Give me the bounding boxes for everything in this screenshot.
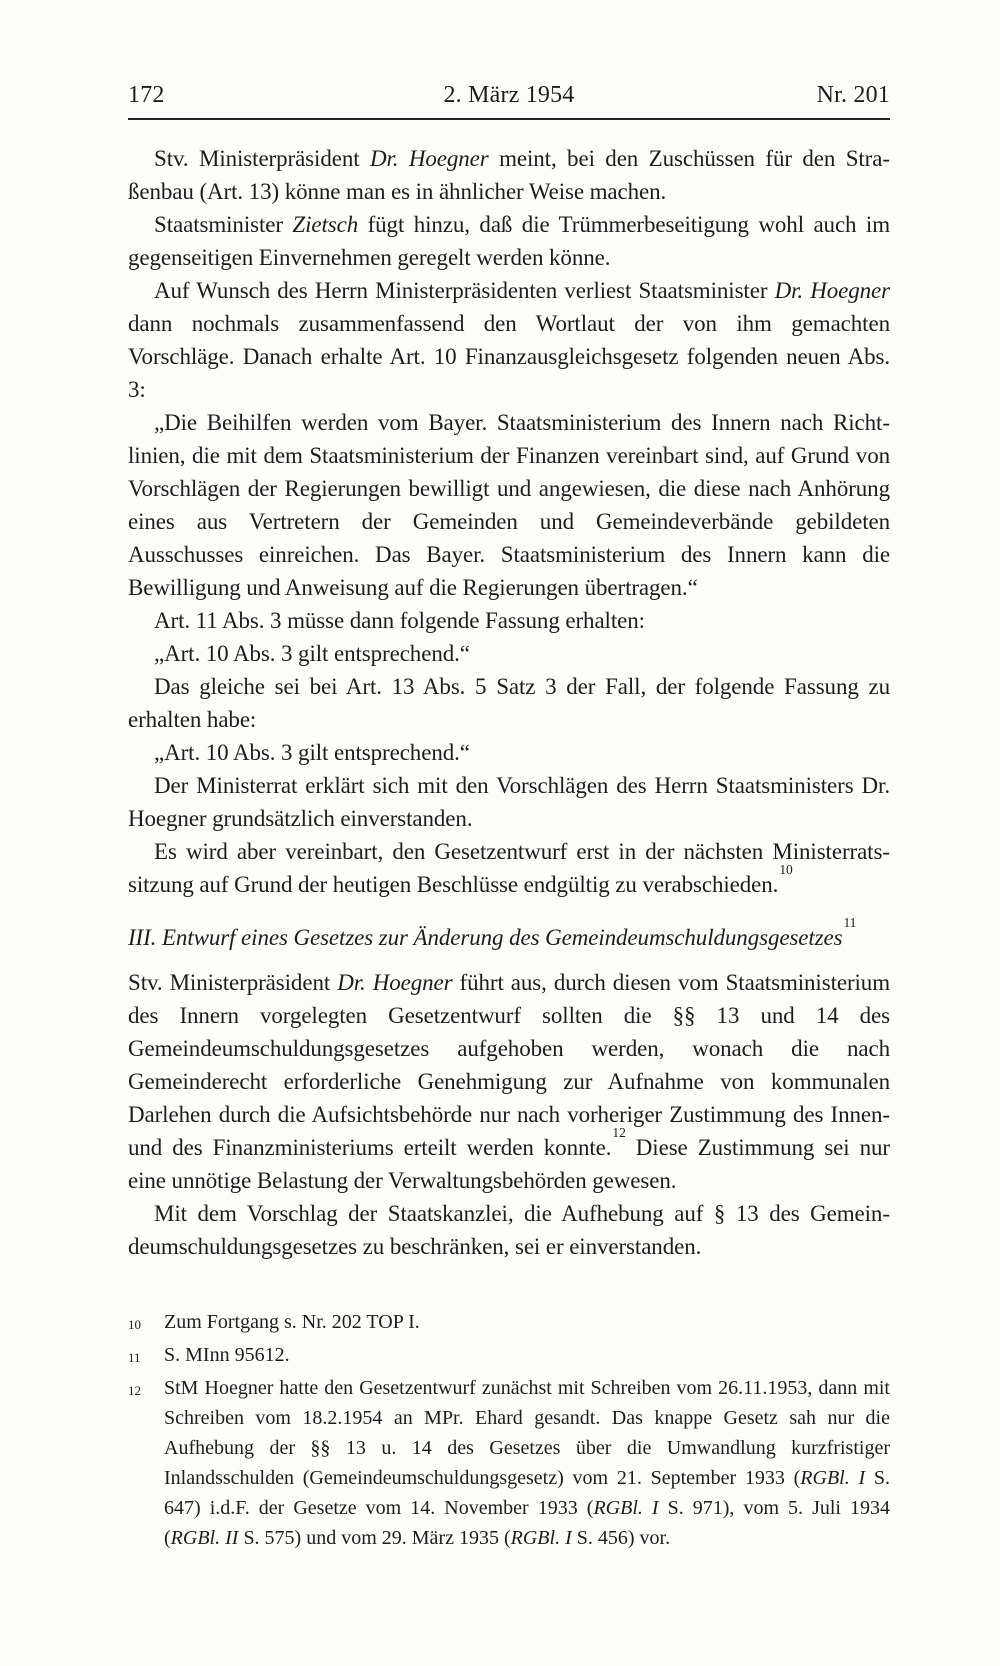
text-run: Stv. Ministerpräsident <box>154 146 370 171</box>
paragraph <box>128 835 890 901</box>
footnote-ref-10: 10 <box>779 862 793 878</box>
footnote-text <box>164 1373 890 1553</box>
paragraph <box>128 966 890 1197</box>
footnote-ref-12: 12 <box>612 1125 626 1141</box>
text-run-italic: RGBl. I <box>510 1527 572 1549</box>
text-run: S. 647) i.d.F. der Gesetze vom 14. November 1933 ( <box>164 1467 891 1519</box>
footnote <box>128 1307 890 1340</box>
page-number: 172 <box>128 82 165 108</box>
text-run: Art. 11 Abs. 3 müsse dann folgende Fassung erhalten: <box>154 608 645 633</box>
section-heading <box>128 915 890 954</box>
footnote-text <box>164 1307 890 1340</box>
footnote-text <box>164 1340 890 1373</box>
paragraph <box>128 670 890 736</box>
page-header <box>128 82 890 120</box>
issue-number: Nr. 201 <box>816 82 890 108</box>
text-run-italic: Zietsch <box>292 212 359 237</box>
text-run-italic: Dr. Hoegner <box>774 278 891 303</box>
text-run: S. 456) vor. <box>571 1527 671 1549</box>
text-run: S. MInn 95612. <box>164 1344 290 1366</box>
text-run-italic: Dr. Hoegner <box>369 146 489 171</box>
footnote-number: 10 <box>128 1317 141 1332</box>
text-run: „Die Beihilfen werden vom Bayer. Staatsministerium des Innern nach Richtlinien, die mit dem Staatsministerium der Finanzen vereinbart sind, auf Grund von Vorschlägen der Regierungen bewilligt und angewiesen, die diese nach Anhörung eines aus Vertretern der Gemeinden und Gemeindeverbände gebildeten Ausschusses einreichen. Das Bayer. Staatsministerium des Innern kann die Bewilligung und Anweisung auf die Regierungen übertragen.“ <box>128 410 890 600</box>
text-run: S. 971), vom 5. Juli 1934 ( <box>164 1497 890 1549</box>
text-run-italic: RGBl. I <box>800 1467 866 1489</box>
footnote-number: 11 <box>128 1350 141 1365</box>
paragraph <box>128 142 890 208</box>
paragraph <box>128 208 890 274</box>
text-run-italic: RGBl. II <box>170 1527 239 1549</box>
text-run-italic: RGBl. I <box>593 1497 659 1519</box>
paragraph-blockquote <box>128 406 890 604</box>
paragraph-quote <box>128 637 890 670</box>
text-run: Es wird aber vereinbart, den Gesetzentwurf erst in der nächsten Ministerratssitzung auf Grund der heutigen Beschlüsse endgültig zu verabschieden. <box>128 839 890 897</box>
paragraph <box>128 1197 890 1263</box>
header-date: 2. März 1954 <box>443 82 575 108</box>
text-run: Staatsminister <box>154 212 293 237</box>
footnote <box>128 1373 890 1553</box>
text-run: Diese Zustimmung sei nur eine unnötige Belastung der Verwaltungsbehörden gewesen. <box>128 1135 890 1193</box>
paragraph <box>128 769 890 835</box>
text-run: „Art. 10 Abs. 3 gilt entsprechend.“ <box>154 641 470 666</box>
text-run-italic: Dr. Hoegner <box>337 970 453 995</box>
page-body <box>128 142 890 1263</box>
text-run: S. 575) und vom 29. März 1935 ( <box>238 1527 511 1549</box>
text-run: Mit dem Vorschlag der Staatskanzlei, die Aufhebung auf § 13 des Gemeindeumschuldungsgesetzes zu beschränken, sei er einverstanden. <box>128 1201 890 1259</box>
text-run: fügt hinzu, daß die Trümmerbeseitigung wohl auch im gegenseitigen Einvernehmen geregelt werden könne. <box>128 212 890 270</box>
footnote <box>128 1340 890 1373</box>
text-run: meint, bei den Zuschüssen für den Straßenbau (Art. 13) könne man es in ähnlicher Weise machen. <box>128 146 891 204</box>
paragraph-quote <box>128 736 890 769</box>
footnote-number: 12 <box>128 1383 141 1398</box>
text-run: dann nochmals zusammenfassend den Wortlaut der von ihm gemachten Vorschläge. Danach erhalte Art. 10 Finanzausgleichsgesetz folgenden neuen Abs. 3: <box>128 311 890 402</box>
text-run: Stv. Ministerpräsident <box>128 970 338 995</box>
section-heading-text: III. Entwurf eines Gesetzes zur Änderung des Gemeindeumschuldungsgesetzes <box>128 925 843 950</box>
text-run: Der Ministerrat erklärt sich mit den Vorschlägen des Herrn Staatsministers Dr. Hoegner grundsätzlich einverstanden. <box>128 773 890 831</box>
footnotes-section <box>128 1307 890 1553</box>
text-run: Das gleiche sei bei Art. 13 Abs. 5 Satz 3 der Fall, der folgende Fassung zu erhalten habe: <box>128 674 890 732</box>
paragraph <box>128 604 890 637</box>
footnote-ref-11: 11 <box>843 915 857 931</box>
text-run: Auf Wunsch des Herrn Ministerpräsidenten verliest Staatsminister <box>154 278 775 303</box>
text-run: führt aus, durch diesen vom Staatsministerium des Innern vorgelegten Gesetzentwurf sollten die §§ 13 und 14 des Gemeindeumschuldungsgesetzes aufgehoben werden, wonach die nach Gemeinderecht erforderliche Genehmigung zur Aufnahme von kommunalen Darlehen durch die Aufsichtsbehörde nur nach vorheriger Zustimmung des Innen- und des Finanzministeriums erteilt werden konnte. <box>128 970 891 1160</box>
text-run: Zum Fortgang s. Nr. 202 TOP I. <box>164 1311 420 1333</box>
text-run: StM Hoegner hatte den Gesetzentwurf zunächst mit Schreiben vom 26.11.1953, dann mit Schreiben vom 18.2.1954 an MPr. Ehard gesandt. Das knappe Gesetz sah nur die Aufhebung der §§ 13 u. 14 des Gesetzes über die Umwandlung kurzfristiger Inlandsschulden (Gemeindeumschuldungsgesetz) vom 21. September 1933 ( <box>164 1377 890 1489</box>
text-run: „Art. 10 Abs. 3 gilt entsprechend.“ <box>154 740 470 765</box>
paragraph <box>128 274 890 406</box>
